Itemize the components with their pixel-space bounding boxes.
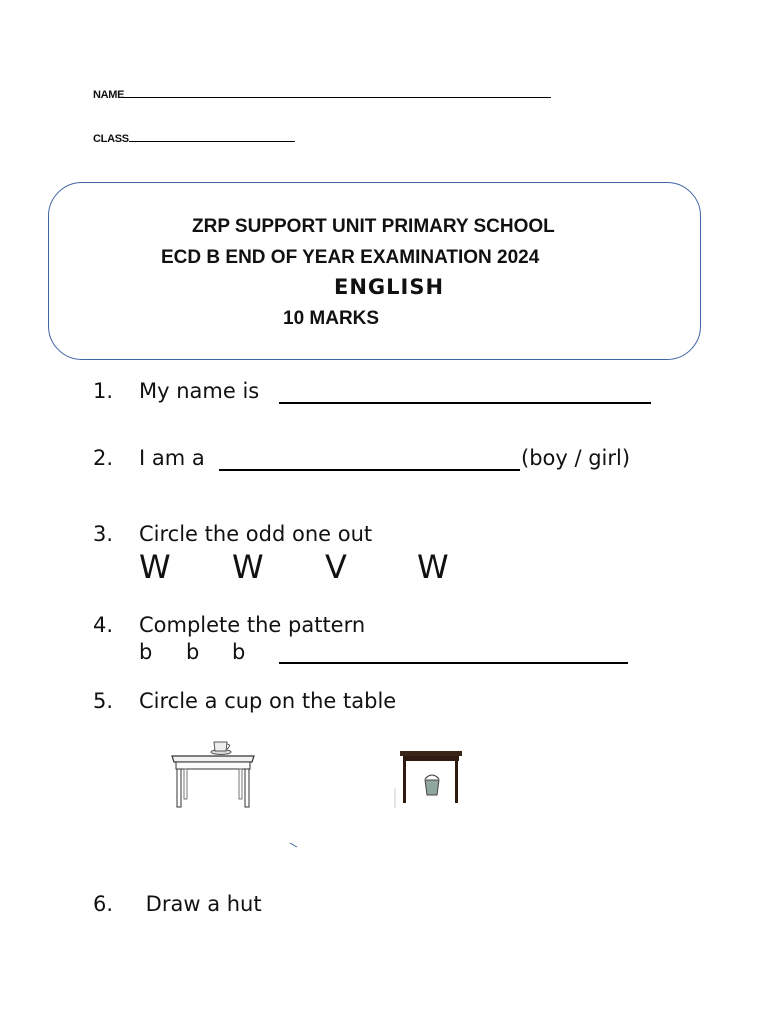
- question-6-text: Draw a hut: [139, 892, 262, 916]
- option-letter[interactable]: V: [325, 548, 347, 586]
- name-field[interactable]: [93, 88, 551, 101]
- question-5-number: 5.: [93, 689, 114, 713]
- name-label: NAME: [93, 89, 125, 101]
- question-4-text: Complete the pattern: [139, 613, 366, 637]
- class-blank[interactable]: [129, 132, 295, 142]
- exam-title: ECD B END OF YEAR EXAMINATION 2024: [161, 247, 540, 268]
- question-4-number: 4.: [93, 613, 114, 637]
- pattern-letters: [139, 640, 259, 666]
- name-blank[interactable]: [124, 88, 551, 98]
- pattern-letter: b: [139, 640, 153, 664]
- marks-label: 10 MARKS: [283, 308, 380, 329]
- question-1-number: 1.: [93, 379, 114, 403]
- table-with-bucket-underneath-icon[interactable]: [392, 748, 464, 810]
- question-6-number: 6.: [93, 892, 114, 916]
- pattern-letter: b: [186, 640, 200, 664]
- option-letter[interactable]: W: [139, 548, 171, 586]
- class-label: CLASS: [93, 133, 129, 145]
- option-letter[interactable]: W: [232, 548, 264, 586]
- question-1-answer-blank[interactable]: [279, 402, 651, 404]
- class-field[interactable]: [93, 132, 295, 145]
- question-3-text: Circle the odd one out: [139, 522, 373, 546]
- question-4-answer-blank[interactable]: [279, 662, 628, 664]
- stray-mark: [289, 842, 299, 848]
- pattern-letter: b: [232, 640, 246, 664]
- title-box: [48, 182, 701, 360]
- question-3-number: 3.: [93, 522, 114, 546]
- question-2-choices: (boy / girl): [521, 446, 631, 470]
- odd-one-out-options: [139, 548, 479, 588]
- table-with-cup-icon[interactable]: [166, 738, 260, 812]
- subject-title: ENGLISH: [334, 275, 445, 299]
- school-name: ZRP SUPPORT UNIT PRIMARY SCHOOL: [192, 216, 555, 237]
- question-5-text: Circle a cup on the table: [139, 689, 397, 713]
- question-2-answer-blank[interactable]: [219, 469, 520, 471]
- question-2-number: 2.: [93, 446, 114, 470]
- question-2-text: I am a: [139, 446, 205, 470]
- question-1-text: My name is: [139, 379, 260, 403]
- option-letter[interactable]: W: [417, 548, 449, 586]
